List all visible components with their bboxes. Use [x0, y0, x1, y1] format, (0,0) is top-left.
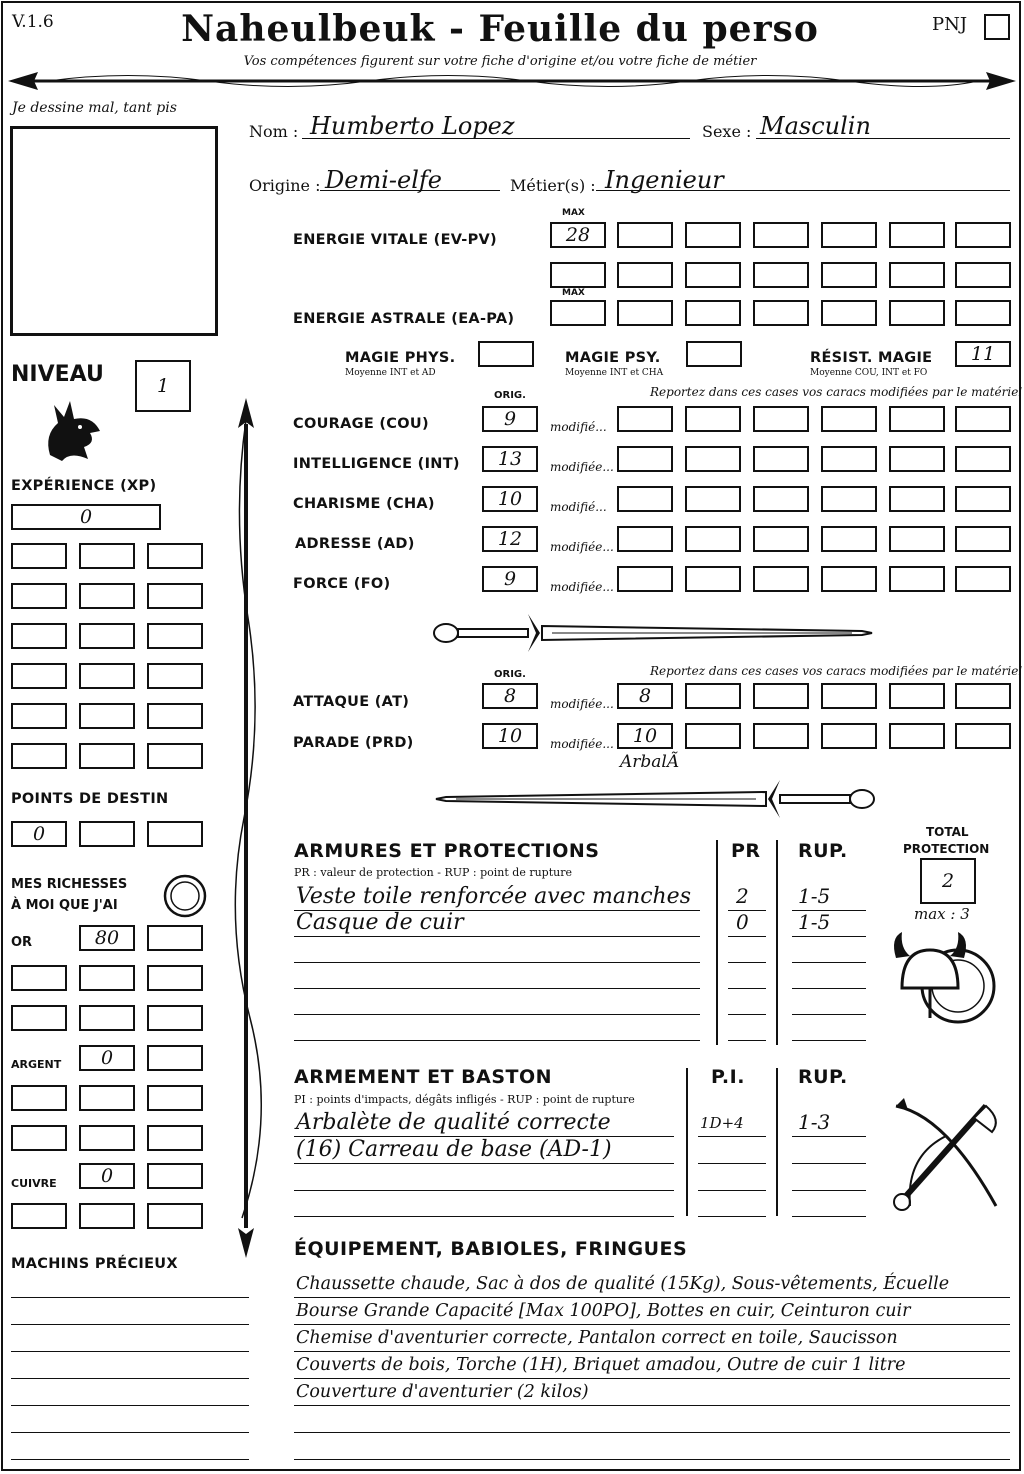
- niveau-label: NIVEAU: [11, 362, 104, 387]
- stat-mod-box[interactable]: [955, 486, 1011, 512]
- xp-box[interactable]: [79, 543, 135, 569]
- armor-pr-line[interactable]: [728, 936, 766, 937]
- armor-divider: [716, 840, 718, 1045]
- equipment-text[interactable]: Bourse Grande Capacité [Max 100PO], Bottes en cuir, Ceinturon cuir: [296, 1301, 911, 1321]
- weapon-rup-line[interactable]: [792, 1136, 866, 1137]
- weapons-rup-header: RUP.: [798, 1066, 848, 1088]
- attaque-mod-box[interactable]: [685, 683, 741, 709]
- xp-box[interactable]: [79, 743, 135, 769]
- stat-mod-box[interactable]: [753, 526, 809, 552]
- pnj-checkbox[interactable]: [984, 14, 1010, 40]
- weapons-divider: [776, 1068, 778, 1216]
- magie-psy-box[interactable]: [686, 341, 742, 367]
- xp-box[interactable]: [11, 583, 67, 609]
- attaque-mod-box[interactable]: 8: [617, 683, 673, 709]
- crossed-weapons-icon: [886, 1096, 1006, 1218]
- machins-line[interactable]: [11, 1432, 249, 1433]
- total-protection-label-2: PROTECTION: [903, 842, 990, 856]
- or-box[interactable]: [147, 965, 203, 991]
- xp-box[interactable]: [147, 743, 203, 769]
- stat-mod-box[interactable]: [955, 526, 1011, 552]
- weapons-pi-header: P.I.: [711, 1066, 745, 1088]
- armor-pr-line[interactable]: [728, 1040, 766, 1041]
- parade-mod-label: modifiée...: [550, 737, 614, 751]
- coin-icon: [162, 873, 208, 919]
- niveau-box[interactable]: 1: [135, 360, 191, 412]
- magie-phys-sub: Moyenne INT et AD: [345, 368, 436, 378]
- destin-box[interactable]: [147, 821, 203, 847]
- machins-line[interactable]: [11, 1297, 249, 1298]
- pnj-label: PNJ: [932, 14, 968, 35]
- stat-mod-label: modifié...: [550, 500, 607, 514]
- attaque-mod-label: modifiée...: [550, 697, 614, 711]
- stat-label: INTELLIGENCE (INT): [293, 456, 460, 472]
- weapon-row-line[interactable]: [294, 1216, 674, 1217]
- armor-rup-line[interactable]: [792, 1040, 866, 1041]
- parade-label: PARADE (PRD): [293, 735, 414, 751]
- argent-box[interactable]: [79, 1125, 135, 1151]
- stat-orig-box[interactable]: 12: [482, 526, 538, 552]
- or-box[interactable]: 80: [79, 925, 135, 951]
- stat-label: FORCE (FO): [293, 576, 391, 592]
- ea-box[interactable]: [685, 300, 741, 326]
- argent-box[interactable]: [79, 1085, 135, 1111]
- armor-sub: PR : valeur de protection - RUP : point de rupture: [294, 866, 572, 879]
- richesses-label: MES RICHESSES: [11, 877, 128, 892]
- weapon-rup-line[interactable]: [792, 1190, 866, 1191]
- machins-label: MACHINS PRÉCIEUX: [11, 1256, 178, 1272]
- armor-pr-header: PR: [731, 840, 761, 862]
- stat-mod-box[interactable]: [821, 566, 877, 592]
- stat-mod-box[interactable]: [753, 406, 809, 432]
- xp-box[interactable]: [79, 703, 135, 729]
- parade-mod-box[interactable]: [753, 723, 809, 749]
- attaque-mod-box[interactable]: [753, 683, 809, 709]
- resist-magie-label: RÉSIST. MAGIE: [810, 350, 933, 366]
- spear-divider-icon: [8, 68, 1016, 94]
- ev-box[interactable]: [617, 222, 673, 248]
- stat-mod-box[interactable]: [685, 526, 741, 552]
- armor-title: ARMURES ET PROTECTIONS: [294, 840, 600, 862]
- portrait-box[interactable]: [10, 126, 218, 336]
- stat-mod-box[interactable]: [753, 566, 809, 592]
- armor-row-line[interactable]: [294, 936, 700, 937]
- stat-mod-box[interactable]: [617, 406, 673, 432]
- stat-mod-box[interactable]: [889, 486, 945, 512]
- stat-mod-box[interactable]: [617, 566, 673, 592]
- or-box[interactable]: [11, 965, 67, 991]
- spear-icon: [226, 398, 266, 1258]
- argent-box[interactable]: [11, 1125, 67, 1151]
- weapon-name[interactable]: (16) Carreau de base (AD-1): [296, 1137, 612, 1162]
- stat-mod-label: modifiée...: [550, 460, 614, 474]
- nom-value[interactable]: Humberto Lopez: [310, 112, 515, 140]
- weapons-divider: [686, 1068, 688, 1216]
- metier-label: Métier(s) :: [510, 176, 596, 195]
- stat-mod-box[interactable]: [889, 566, 945, 592]
- xp-box[interactable]: [11, 743, 67, 769]
- machins-line[interactable]: [11, 1459, 249, 1460]
- cuivre-label: CUIVRE: [11, 1177, 57, 1190]
- armor-divider: [776, 840, 778, 1045]
- stat-orig-box[interactable]: 13: [482, 446, 538, 472]
- or-label: OR: [11, 935, 33, 950]
- armor-rup[interactable]: 1-5: [798, 884, 831, 908]
- destin-label: POINTS DE DESTIN: [11, 791, 169, 807]
- argent-box[interactable]: [147, 1085, 203, 1111]
- xp-box[interactable]: [11, 663, 67, 689]
- cuivre-box[interactable]: [147, 1203, 203, 1229]
- machins-line[interactable]: [11, 1351, 249, 1352]
- weapon-row-line[interactable]: [294, 1190, 674, 1191]
- xp-label: EXPÉRIENCE (XP): [11, 478, 157, 494]
- or-box[interactable]: [79, 1005, 135, 1031]
- sexe-value[interactable]: Masculin: [760, 112, 871, 140]
- attaque-mod-box[interactable]: [821, 683, 877, 709]
- armor-rup-line[interactable]: [792, 988, 866, 989]
- stat-mod-label: modifié...: [550, 420, 607, 434]
- stat-label: ADRESSE (AD): [295, 536, 415, 552]
- weapon-pi-line[interactable]: [698, 1216, 766, 1217]
- equipment-line[interactable]: [294, 1351, 1010, 1352]
- destin-box[interactable]: 0: [11, 821, 67, 847]
- stat-orig-box[interactable]: 10: [482, 486, 538, 512]
- or-box[interactable]: [147, 1005, 203, 1031]
- armor-pr-line[interactable]: [728, 1014, 766, 1015]
- weapons-title: ARMEMENT ET BASTON: [294, 1066, 553, 1088]
- ev-box[interactable]: [889, 262, 945, 288]
- parade-mod-box[interactable]: [955, 723, 1011, 749]
- ev-box[interactable]: [889, 222, 945, 248]
- xp-box[interactable]: [11, 703, 67, 729]
- total-protection-box[interactable]: 2: [920, 858, 976, 904]
- weapon-pi-line[interactable]: [698, 1190, 766, 1191]
- stat-mod-label: modifiée...: [550, 580, 614, 594]
- weapons-sub: PI : points d'impacts, dégâts infligés - RUP : point de rupture: [294, 1093, 635, 1106]
- weapon-rup-line[interactable]: [792, 1163, 866, 1164]
- stat-mod-box[interactable]: [753, 446, 809, 472]
- parade-mod-box[interactable]: 10: [617, 723, 673, 749]
- stat-mod-box[interactable]: [821, 526, 877, 552]
- argent-box[interactable]: [11, 1085, 67, 1111]
- weapon-pi-line[interactable]: [698, 1163, 766, 1164]
- magie-phys-box[interactable]: [478, 341, 534, 367]
- weapon-rup[interactable]: 1-3: [798, 1110, 831, 1134]
- equipment-text[interactable]: Couverture d'aventurier (2 kilos): [296, 1382, 589, 1402]
- xp-box[interactable]: [11, 543, 67, 569]
- armor-rup-line[interactable]: [792, 962, 866, 963]
- armor-pr-line[interactable]: [728, 988, 766, 989]
- equipment-title: ÉQUIPEMENT, BABIOLES, FRINGUES: [294, 1238, 688, 1260]
- weapon-rup-line[interactable]: [792, 1216, 866, 1217]
- machins-line[interactable]: [11, 1378, 249, 1379]
- parade-mod-box[interactable]: [889, 723, 945, 749]
- armor-rup-line[interactable]: [792, 1014, 866, 1015]
- portrait-caption: Je dessine mal, tant pis: [12, 100, 177, 116]
- stat-mod-box[interactable]: [685, 486, 741, 512]
- armor-rup-header: RUP.: [798, 840, 848, 862]
- combat-report-note: Reportez dans ces cases vos caracs modifiées par le matériel: [650, 664, 1023, 678]
- xp-box[interactable]: [79, 623, 135, 649]
- ea-box[interactable]: [753, 300, 809, 326]
- xp-box[interactable]: [11, 623, 67, 649]
- magie-phys-label: MAGIE PHYS.: [345, 350, 456, 366]
- armor-row-line[interactable]: [294, 1014, 700, 1015]
- equipment-line[interactable]: [294, 1432, 1010, 1433]
- ea-box[interactable]: [955, 300, 1011, 326]
- ev-box[interactable]: [685, 262, 741, 288]
- xp-box[interactable]: [147, 703, 203, 729]
- or-box[interactable]: [147, 925, 203, 951]
- sword-icon: [432, 778, 876, 820]
- armor-pr-line[interactable]: [728, 962, 766, 963]
- stat-mod-box[interactable]: [889, 406, 945, 432]
- stats-orig-label: ORIG.: [494, 390, 526, 401]
- xp-box[interactable]: [147, 583, 203, 609]
- parade-mod-note: ArbalÃ: [620, 752, 680, 772]
- xp-box[interactable]: 0: [11, 504, 161, 530]
- stat-mod-box[interactable]: [617, 526, 673, 552]
- stat-mod-box[interactable]: [753, 486, 809, 512]
- dragon-icon: [40, 395, 106, 465]
- stats-report-note: Reportez dans ces cases vos caracs modifiées par le matériel: [650, 385, 1023, 399]
- sheet-title: Naheulbeuk - Feuille du perso: [181, 8, 819, 50]
- sexe-label: Sexe :: [702, 122, 752, 141]
- weapon-row-line[interactable]: [294, 1163, 674, 1164]
- stat-orig-box[interactable]: 9: [482, 406, 538, 432]
- stat-mod-box[interactable]: [955, 446, 1011, 472]
- parade-orig-box[interactable]: 10: [482, 723, 538, 749]
- origine-label: Origine :: [249, 176, 321, 195]
- ev-label: ENERGIE VITALE (EV-PV): [293, 232, 497, 248]
- stat-mod-box[interactable]: [685, 446, 741, 472]
- argent-box[interactable]: [147, 1045, 203, 1071]
- cuivre-box[interactable]: [79, 1203, 135, 1229]
- stat-mod-box[interactable]: [617, 486, 673, 512]
- or-box[interactable]: [11, 1005, 67, 1031]
- stat-label: CHARISME (CHA): [293, 496, 435, 512]
- weapon-pi[interactable]: 1D+4: [700, 1114, 744, 1132]
- stat-orig-box[interactable]: 9: [482, 566, 538, 592]
- stat-mod-box[interactable]: [685, 406, 741, 432]
- attaque-mod-box[interactable]: [889, 683, 945, 709]
- armor-row-line[interactable]: [294, 1040, 700, 1041]
- stat-mod-box[interactable]: [685, 566, 741, 592]
- equipment-line[interactable]: [294, 1378, 1010, 1379]
- ev-box[interactable]: [550, 262, 606, 288]
- machins-line[interactable]: [11, 1324, 249, 1325]
- ev-box[interactable]: [617, 262, 673, 288]
- ev-box[interactable]: [821, 222, 877, 248]
- cuivre-box[interactable]: 0: [79, 1163, 135, 1189]
- equipment-text[interactable]: Chaussette chaude, Sac à dos de qualité (15Kg), Sous-vêtements, Écuelle: [296, 1274, 950, 1294]
- sheet-subtitle: Vos compétences figurent sur votre fiche d'origine et/ou votre fiche de métier: [243, 54, 757, 69]
- ev-box[interactable]: [821, 262, 877, 288]
- origine-value[interactable]: Demi-elfe: [325, 166, 442, 194]
- ea-box[interactable]: [821, 300, 877, 326]
- ev-box[interactable]: [685, 222, 741, 248]
- ea-box[interactable]: [889, 300, 945, 326]
- magie-psy-label: MAGIE PSY.: [565, 350, 661, 366]
- machins-line[interactable]: [11, 1405, 249, 1406]
- argent-box[interactable]: 0: [79, 1045, 135, 1071]
- stat-mod-label: modifiée...: [550, 540, 614, 554]
- ev-max-label: MAX: [562, 208, 585, 218]
- resist-magie-sub: Moyenne COU, INT et FO: [810, 368, 928, 378]
- ev-box[interactable]: [955, 262, 1011, 288]
- argent-box[interactable]: [147, 1125, 203, 1151]
- xp-box[interactable]: [147, 663, 203, 689]
- total-protection-label: TOTAL: [926, 825, 969, 839]
- armor-row-line[interactable]: [294, 962, 700, 963]
- attaque-mod-box[interactable]: [955, 683, 1011, 709]
- stat-mod-box[interactable]: [955, 406, 1011, 432]
- equipment-line[interactable]: [294, 1297, 1010, 1298]
- stat-mod-box[interactable]: [821, 406, 877, 432]
- stat-mod-box[interactable]: [955, 566, 1011, 592]
- parade-mod-box[interactable]: [685, 723, 741, 749]
- ea-box[interactable]: [617, 300, 673, 326]
- ev-box[interactable]: [753, 262, 809, 288]
- richesses-label-2: À MOI QUE J'AI: [11, 898, 118, 913]
- stat-label: COURAGE (COU): [293, 416, 429, 432]
- ea-label: ENERGIE ASTRALE (EA-PA): [293, 311, 515, 327]
- nom-label: Nom :: [249, 122, 299, 141]
- equipment-text[interactable]: Couverts de bois, Torche (1H), Briquet amadou, Outre de cuir 1 litre: [296, 1355, 906, 1375]
- ea-max-box[interactable]: [550, 300, 606, 326]
- sword-icon: [432, 612, 876, 654]
- combat-orig-label: ORIG.: [494, 669, 526, 680]
- destin-box[interactable]: [79, 821, 135, 847]
- metier-value[interactable]: Ingenieur: [605, 166, 724, 194]
- armor-rup-line[interactable]: [792, 936, 866, 937]
- parade-mod-box[interactable]: [821, 723, 877, 749]
- xp-box[interactable]: [147, 543, 203, 569]
- weapon-pi-line[interactable]: [698, 1136, 766, 1137]
- stat-mod-box[interactable]: [889, 446, 945, 472]
- ev-max-box[interactable]: 28: [550, 222, 606, 248]
- stat-mod-box[interactable]: [889, 526, 945, 552]
- xp-box[interactable]: [79, 583, 135, 609]
- armor-name[interactable]: Veste toile renforcée avec manches: [296, 884, 691, 909]
- cuivre-box[interactable]: [147, 1163, 203, 1189]
- armor-name[interactable]: Casque de cuir: [296, 910, 464, 935]
- argent-label: ARGENT: [11, 1058, 62, 1071]
- or-box[interactable]: [79, 965, 135, 991]
- equipment-text[interactable]: Chemise d'aventurier correcte, Pantalon correct en toile, Saucisson: [296, 1328, 898, 1348]
- armor-row-line[interactable]: [294, 988, 700, 989]
- equipment-line[interactable]: [294, 1405, 1010, 1406]
- xp-box[interactable]: [79, 663, 135, 689]
- total-protection-max: max : 3: [914, 905, 970, 923]
- ea-max-label: MAX: [562, 288, 585, 298]
- attaque-orig-box[interactable]: 8: [482, 683, 538, 709]
- cuivre-box[interactable]: [11, 1203, 67, 1229]
- weapon-name[interactable]: Arbalète de qualité correcte: [296, 1110, 611, 1135]
- ev-box[interactable]: [955, 222, 1011, 248]
- version-label: V.1.6: [12, 12, 54, 32]
- equipment-line[interactable]: [294, 1459, 1010, 1460]
- resist-magie-box[interactable]: 11: [955, 341, 1011, 367]
- armor-pr[interactable]: 0: [736, 910, 749, 934]
- stat-mod-box[interactable]: [821, 486, 877, 512]
- xp-box[interactable]: [147, 623, 203, 649]
- magie-psy-sub: Moyenne INT et CHA: [565, 368, 664, 378]
- ev-box[interactable]: [753, 222, 809, 248]
- helmet-shield-icon: [888, 928, 1000, 1036]
- attaque-label: ATTAQUE (AT): [293, 694, 410, 710]
- stat-mod-box[interactable]: [821, 446, 877, 472]
- stat-mod-box[interactable]: [617, 446, 673, 472]
- armor-pr[interactable]: 2: [736, 884, 749, 908]
- equipment-line[interactable]: [294, 1324, 1010, 1325]
- armor-rup[interactable]: 1-5: [798, 910, 831, 934]
